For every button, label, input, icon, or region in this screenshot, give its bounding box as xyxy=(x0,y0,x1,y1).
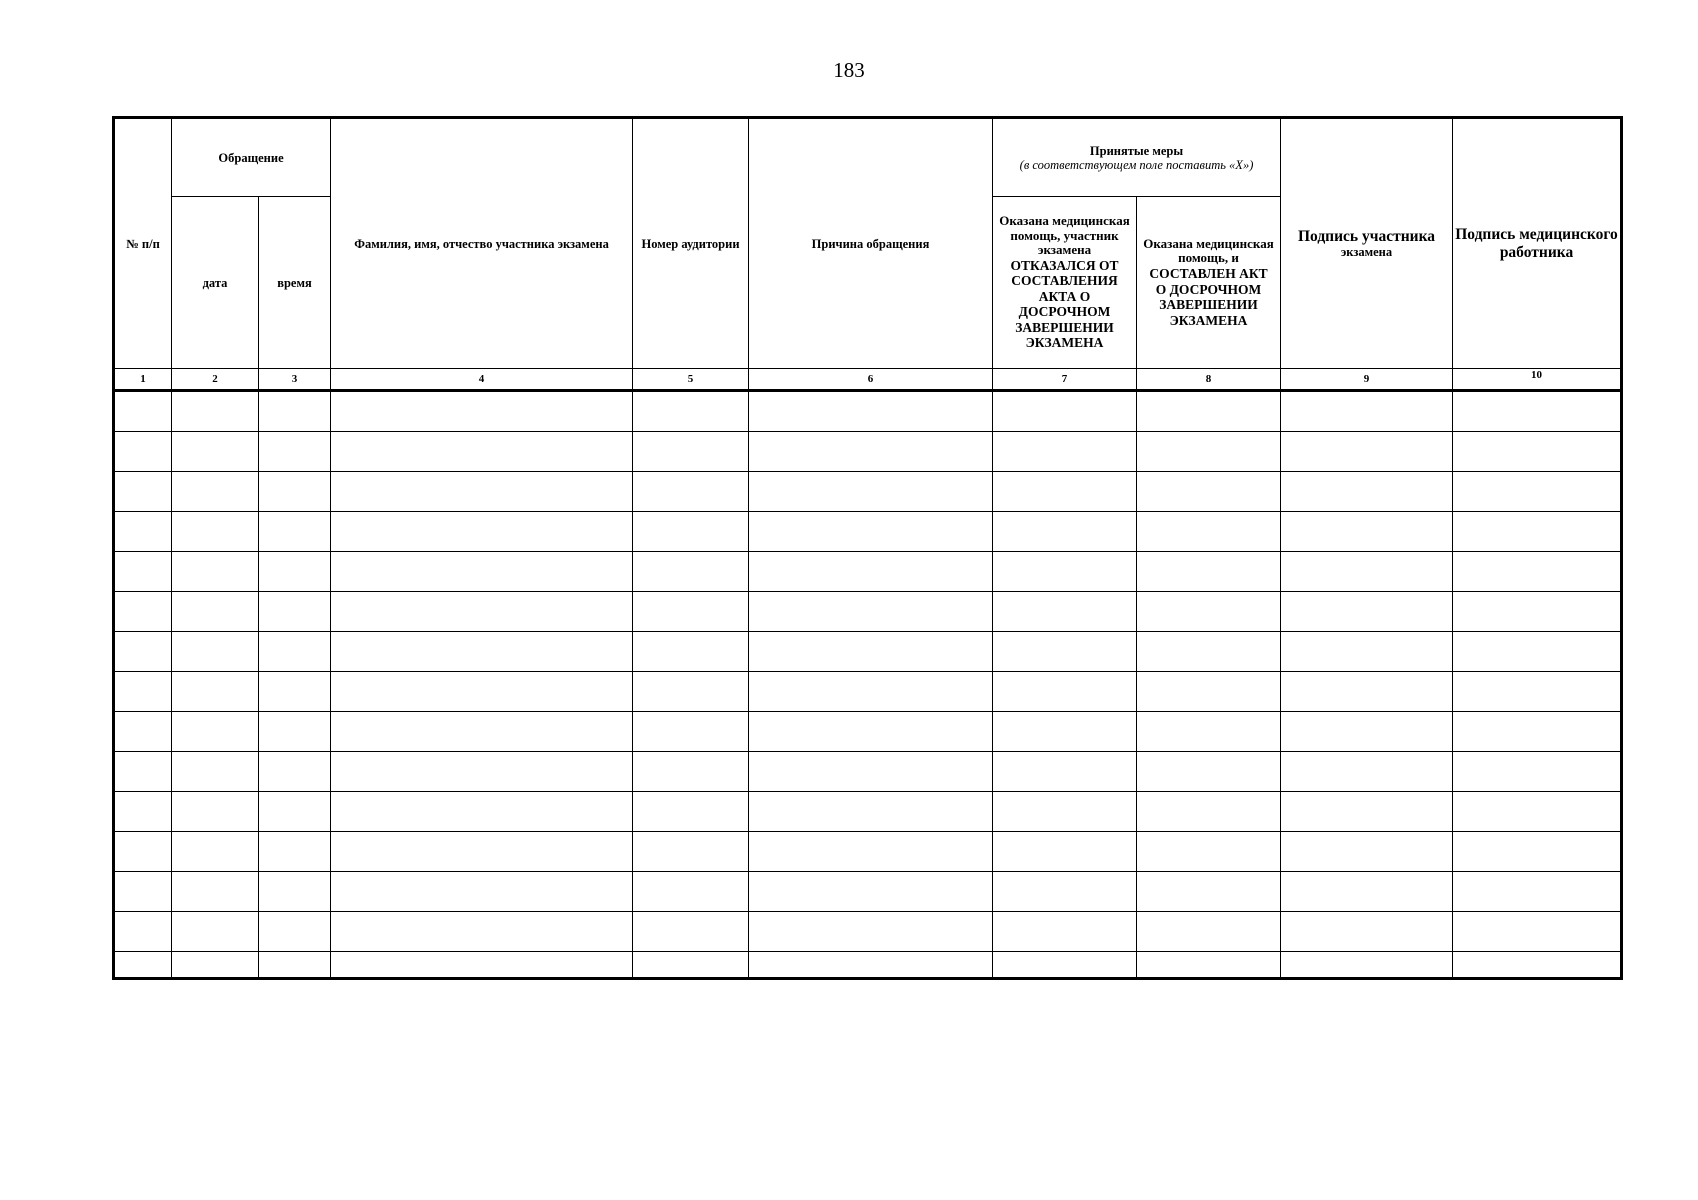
table-cell[interactable] xyxy=(259,472,331,512)
table-cell[interactable] xyxy=(993,832,1137,872)
table-cell[interactable] xyxy=(114,712,172,752)
table-cell[interactable] xyxy=(172,592,259,632)
table-cell[interactable] xyxy=(1453,552,1622,592)
header-room: Номер аудитории xyxy=(633,118,749,369)
table-cell[interactable] xyxy=(172,792,259,832)
header-measure-refused-caps: ОТКАЗАЛСЯ ОТ СОСТАВЛЕНИЯ АКТА О ДОСРОЧНОМ ЗАВЕРШЕНИИ ЭКЗАМЕНА xyxy=(1010,257,1119,351)
table-row xyxy=(114,552,1622,592)
table-cell[interactable] xyxy=(259,552,331,592)
table-cell[interactable] xyxy=(331,872,633,912)
table-row xyxy=(114,712,1622,752)
header-time: время xyxy=(259,197,331,369)
header-measure-refused xyxy=(993,197,1137,369)
header-appeal: Обращение xyxy=(172,118,331,197)
table-cell[interactable] xyxy=(114,952,172,979)
table-cell[interactable] xyxy=(114,512,172,552)
table-cell[interactable] xyxy=(633,712,749,752)
table-cell[interactable] xyxy=(331,391,633,432)
table-cell[interactable] xyxy=(259,912,331,952)
table-cell[interactable] xyxy=(1137,592,1281,632)
table-cell[interactable] xyxy=(633,472,749,512)
table-cell[interactable] xyxy=(1281,432,1453,472)
table-cell[interactable] xyxy=(259,832,331,872)
table-cell[interactable] xyxy=(1137,952,1281,979)
table-row xyxy=(114,912,1622,952)
header-number: № п/п xyxy=(114,118,172,369)
table-cell[interactable] xyxy=(633,872,749,912)
column-number: 10 xyxy=(1453,369,1622,391)
table-cell[interactable] xyxy=(993,512,1137,552)
table-cell[interactable] xyxy=(1137,752,1281,792)
table-cell[interactable] xyxy=(172,712,259,752)
table-cell[interactable] xyxy=(259,391,331,432)
table-cell[interactable] xyxy=(259,872,331,912)
table-row xyxy=(114,432,1622,472)
table-cell[interactable] xyxy=(114,672,172,712)
table-cell[interactable] xyxy=(993,391,1137,432)
table-cell[interactable] xyxy=(633,792,749,832)
table-cell[interactable] xyxy=(1453,912,1622,952)
header-participant-sign-main: Подпись участника xyxy=(1297,227,1436,245)
table-cell[interactable] xyxy=(1137,832,1281,872)
table-cell[interactable] xyxy=(993,792,1137,832)
table-cell[interactable] xyxy=(1137,912,1281,952)
table-cell[interactable] xyxy=(1453,391,1622,432)
column-number: 4 xyxy=(331,369,633,391)
table-cell[interactable] xyxy=(633,592,749,632)
table-cell[interactable] xyxy=(993,592,1137,632)
table-cell[interactable] xyxy=(1281,391,1453,432)
table-cell[interactable] xyxy=(1281,472,1453,512)
header-fio: Фамилия, имя, отчество участника экзамена xyxy=(331,118,633,369)
table-cell[interactable] xyxy=(1137,792,1281,832)
table-cell[interactable] xyxy=(749,752,993,792)
table-cell[interactable] xyxy=(749,552,993,592)
table-cell[interactable] xyxy=(633,912,749,952)
table-cell[interactable] xyxy=(1281,712,1453,752)
table-cell[interactable] xyxy=(633,952,749,979)
column-number: 2 xyxy=(172,369,259,391)
table-cell[interactable] xyxy=(331,552,633,592)
table-cell[interactable] xyxy=(749,512,993,552)
header-measures xyxy=(993,118,1281,197)
header-participant-sign xyxy=(1281,118,1453,369)
table-cell[interactable] xyxy=(993,632,1137,672)
header-measure-act-prefix: Оказана медицинская помощь, и xyxy=(1143,235,1274,266)
table-cell[interactable] xyxy=(1281,952,1453,979)
table-cell[interactable] xyxy=(1453,512,1622,552)
table-cell[interactable] xyxy=(1453,632,1622,672)
table-body xyxy=(114,369,1622,979)
table-cell[interactable] xyxy=(1137,391,1281,432)
table-row xyxy=(114,752,1622,792)
table-cell[interactable] xyxy=(172,472,259,512)
table-cell[interactable] xyxy=(749,952,993,979)
table-cell[interactable] xyxy=(749,592,993,632)
column-number: 9 xyxy=(1281,369,1453,391)
table-cell[interactable] xyxy=(1453,672,1622,712)
table-cell[interactable] xyxy=(172,872,259,912)
header-measure-act-caps: СОСТАВЛЕН АКТ О ДОСРОЧНОМ ЗАВЕРШЕНИИ ЭКЗАМЕНА xyxy=(1149,265,1268,328)
table-cell[interactable] xyxy=(259,432,331,472)
table-cell[interactable] xyxy=(633,512,749,552)
table-cell[interactable] xyxy=(993,552,1137,592)
table-cell[interactable] xyxy=(259,752,331,792)
table-cell[interactable] xyxy=(1281,512,1453,552)
medical-appeals-table xyxy=(112,116,1623,980)
table-cell[interactable] xyxy=(114,792,172,832)
table-cell[interactable] xyxy=(259,952,331,979)
table-cell[interactable] xyxy=(1281,632,1453,672)
table-cell[interactable] xyxy=(993,712,1137,752)
table-row xyxy=(114,472,1622,512)
table-cell[interactable] xyxy=(749,872,993,912)
table-cell[interactable] xyxy=(172,632,259,672)
table-cell[interactable] xyxy=(331,832,633,872)
table-header xyxy=(114,118,1622,369)
table-cell[interactable] xyxy=(114,832,172,872)
table-cell[interactable] xyxy=(749,912,993,952)
table-cell[interactable] xyxy=(633,432,749,472)
table-cell[interactable] xyxy=(1453,432,1622,472)
table-cell[interactable] xyxy=(331,712,633,752)
table-cell[interactable] xyxy=(114,432,172,472)
table-cell[interactable] xyxy=(331,632,633,672)
table-cell[interactable] xyxy=(993,912,1137,952)
table-cell[interactable] xyxy=(1281,752,1453,792)
table-cell[interactable] xyxy=(114,872,172,912)
table-cell[interactable] xyxy=(749,632,993,672)
table-cell[interactable] xyxy=(633,552,749,592)
table-cell[interactable] xyxy=(1453,712,1622,752)
table-cell[interactable] xyxy=(1281,672,1453,712)
table-cell[interactable] xyxy=(993,472,1137,512)
table-row xyxy=(114,792,1622,832)
table-cell[interactable] xyxy=(172,552,259,592)
table-cell[interactable] xyxy=(172,512,259,552)
table-cell[interactable] xyxy=(114,752,172,792)
table-cell[interactable] xyxy=(749,832,993,872)
table-cell[interactable] xyxy=(1137,872,1281,912)
table-row xyxy=(114,512,1622,552)
table-cell[interactable] xyxy=(114,912,172,952)
table-cell[interactable] xyxy=(633,832,749,872)
table-cell[interactable] xyxy=(633,632,749,672)
table-cell[interactable] xyxy=(993,752,1137,792)
table-cell[interactable] xyxy=(749,672,993,712)
table-cell[interactable] xyxy=(259,512,331,552)
table-cell[interactable] xyxy=(993,872,1137,912)
table-row xyxy=(114,632,1622,672)
table-cell[interactable] xyxy=(259,792,331,832)
table-cell[interactable] xyxy=(1281,592,1453,632)
table-cell[interactable] xyxy=(1453,952,1622,979)
table-cell[interactable] xyxy=(749,472,993,512)
table-cell[interactable] xyxy=(1281,912,1453,952)
table-cell[interactable] xyxy=(172,752,259,792)
table-cell[interactable] xyxy=(172,832,259,872)
table-row xyxy=(114,592,1622,632)
table-cell[interactable] xyxy=(331,472,633,512)
header-participant-sign-sub: экзамена xyxy=(1340,245,1393,260)
table-row xyxy=(114,872,1622,912)
table-cell[interactable] xyxy=(331,672,633,712)
table-cell[interactable] xyxy=(1137,632,1281,672)
table-cell[interactable] xyxy=(172,952,259,979)
header-measure-act xyxy=(1137,197,1281,369)
header-measures-note: (в соответствующем поле поставить «X») xyxy=(1019,157,1254,172)
table-row xyxy=(114,952,1622,979)
table-cell[interactable] xyxy=(172,912,259,952)
column-number: 8 xyxy=(1137,369,1281,391)
column-number: 6 xyxy=(749,369,993,391)
table-cell[interactable] xyxy=(749,792,993,832)
table-row xyxy=(114,391,1622,432)
table-cell[interactable] xyxy=(259,632,331,672)
table-cell[interactable] xyxy=(1137,512,1281,552)
column-number-row xyxy=(114,369,1622,391)
table-cell[interactable] xyxy=(331,752,633,792)
table-cell[interactable] xyxy=(172,672,259,712)
table-cell[interactable] xyxy=(993,432,1137,472)
table-cell[interactable] xyxy=(114,552,172,592)
table-cell[interactable] xyxy=(633,752,749,792)
table-cell[interactable] xyxy=(633,391,749,432)
table-cell[interactable] xyxy=(331,952,633,979)
column-number: 7 xyxy=(993,369,1137,391)
header-reason: Причина обращения xyxy=(749,118,993,369)
table-cell[interactable] xyxy=(331,512,633,552)
column-number: 3 xyxy=(259,369,331,391)
table-cell[interactable] xyxy=(331,912,633,952)
table-row xyxy=(114,832,1622,872)
table-cell[interactable] xyxy=(1453,872,1622,912)
table-cell[interactable] xyxy=(1137,472,1281,512)
table-cell[interactable] xyxy=(114,592,172,632)
table-cell[interactable] xyxy=(1281,872,1453,912)
table-cell[interactable] xyxy=(331,432,633,472)
column-number: 1 xyxy=(114,369,172,391)
header-measure-refused-prefix: Оказана медицинская помощь, участник экзамена xyxy=(999,213,1130,258)
table-cell[interactable] xyxy=(172,432,259,472)
table-cell[interactable] xyxy=(1281,792,1453,832)
table-cell[interactable] xyxy=(259,592,331,632)
table-cell[interactable] xyxy=(331,592,633,632)
table-cell[interactable] xyxy=(1137,552,1281,592)
header-measures-title: Принятые меры xyxy=(1089,143,1184,158)
table-cell[interactable] xyxy=(1281,832,1453,872)
header-date: дата xyxy=(172,197,259,369)
column-number: 5 xyxy=(633,369,749,391)
table-cell[interactable] xyxy=(259,672,331,712)
table-cell[interactable] xyxy=(114,472,172,512)
page-number: 183 xyxy=(833,58,865,82)
table-cell[interactable] xyxy=(749,432,993,472)
table-cell[interactable] xyxy=(1453,752,1622,792)
table-cell[interactable] xyxy=(749,391,993,432)
table-cell[interactable] xyxy=(1453,792,1622,832)
table-cell[interactable] xyxy=(1453,832,1622,872)
table-cell[interactable] xyxy=(1137,712,1281,752)
table-cell[interactable] xyxy=(993,952,1137,979)
table-cell[interactable] xyxy=(1453,592,1622,632)
table-cell[interactable] xyxy=(259,712,331,752)
table-row xyxy=(114,672,1622,712)
table-cell[interactable] xyxy=(1453,472,1622,512)
table-cell[interactable] xyxy=(1137,672,1281,712)
table-cell[interactable] xyxy=(749,712,993,752)
header-medic-sign: Подпись медицинского работника xyxy=(1453,118,1622,369)
table-cell[interactable] xyxy=(331,792,633,832)
table-cell[interactable] xyxy=(114,391,172,432)
table-cell[interactable] xyxy=(172,391,259,432)
table-cell[interactable] xyxy=(633,672,749,712)
table-cell[interactable] xyxy=(1281,552,1453,592)
table-cell[interactable] xyxy=(1137,432,1281,472)
table-cell[interactable] xyxy=(114,632,172,672)
table-cell[interactable] xyxy=(993,672,1137,712)
